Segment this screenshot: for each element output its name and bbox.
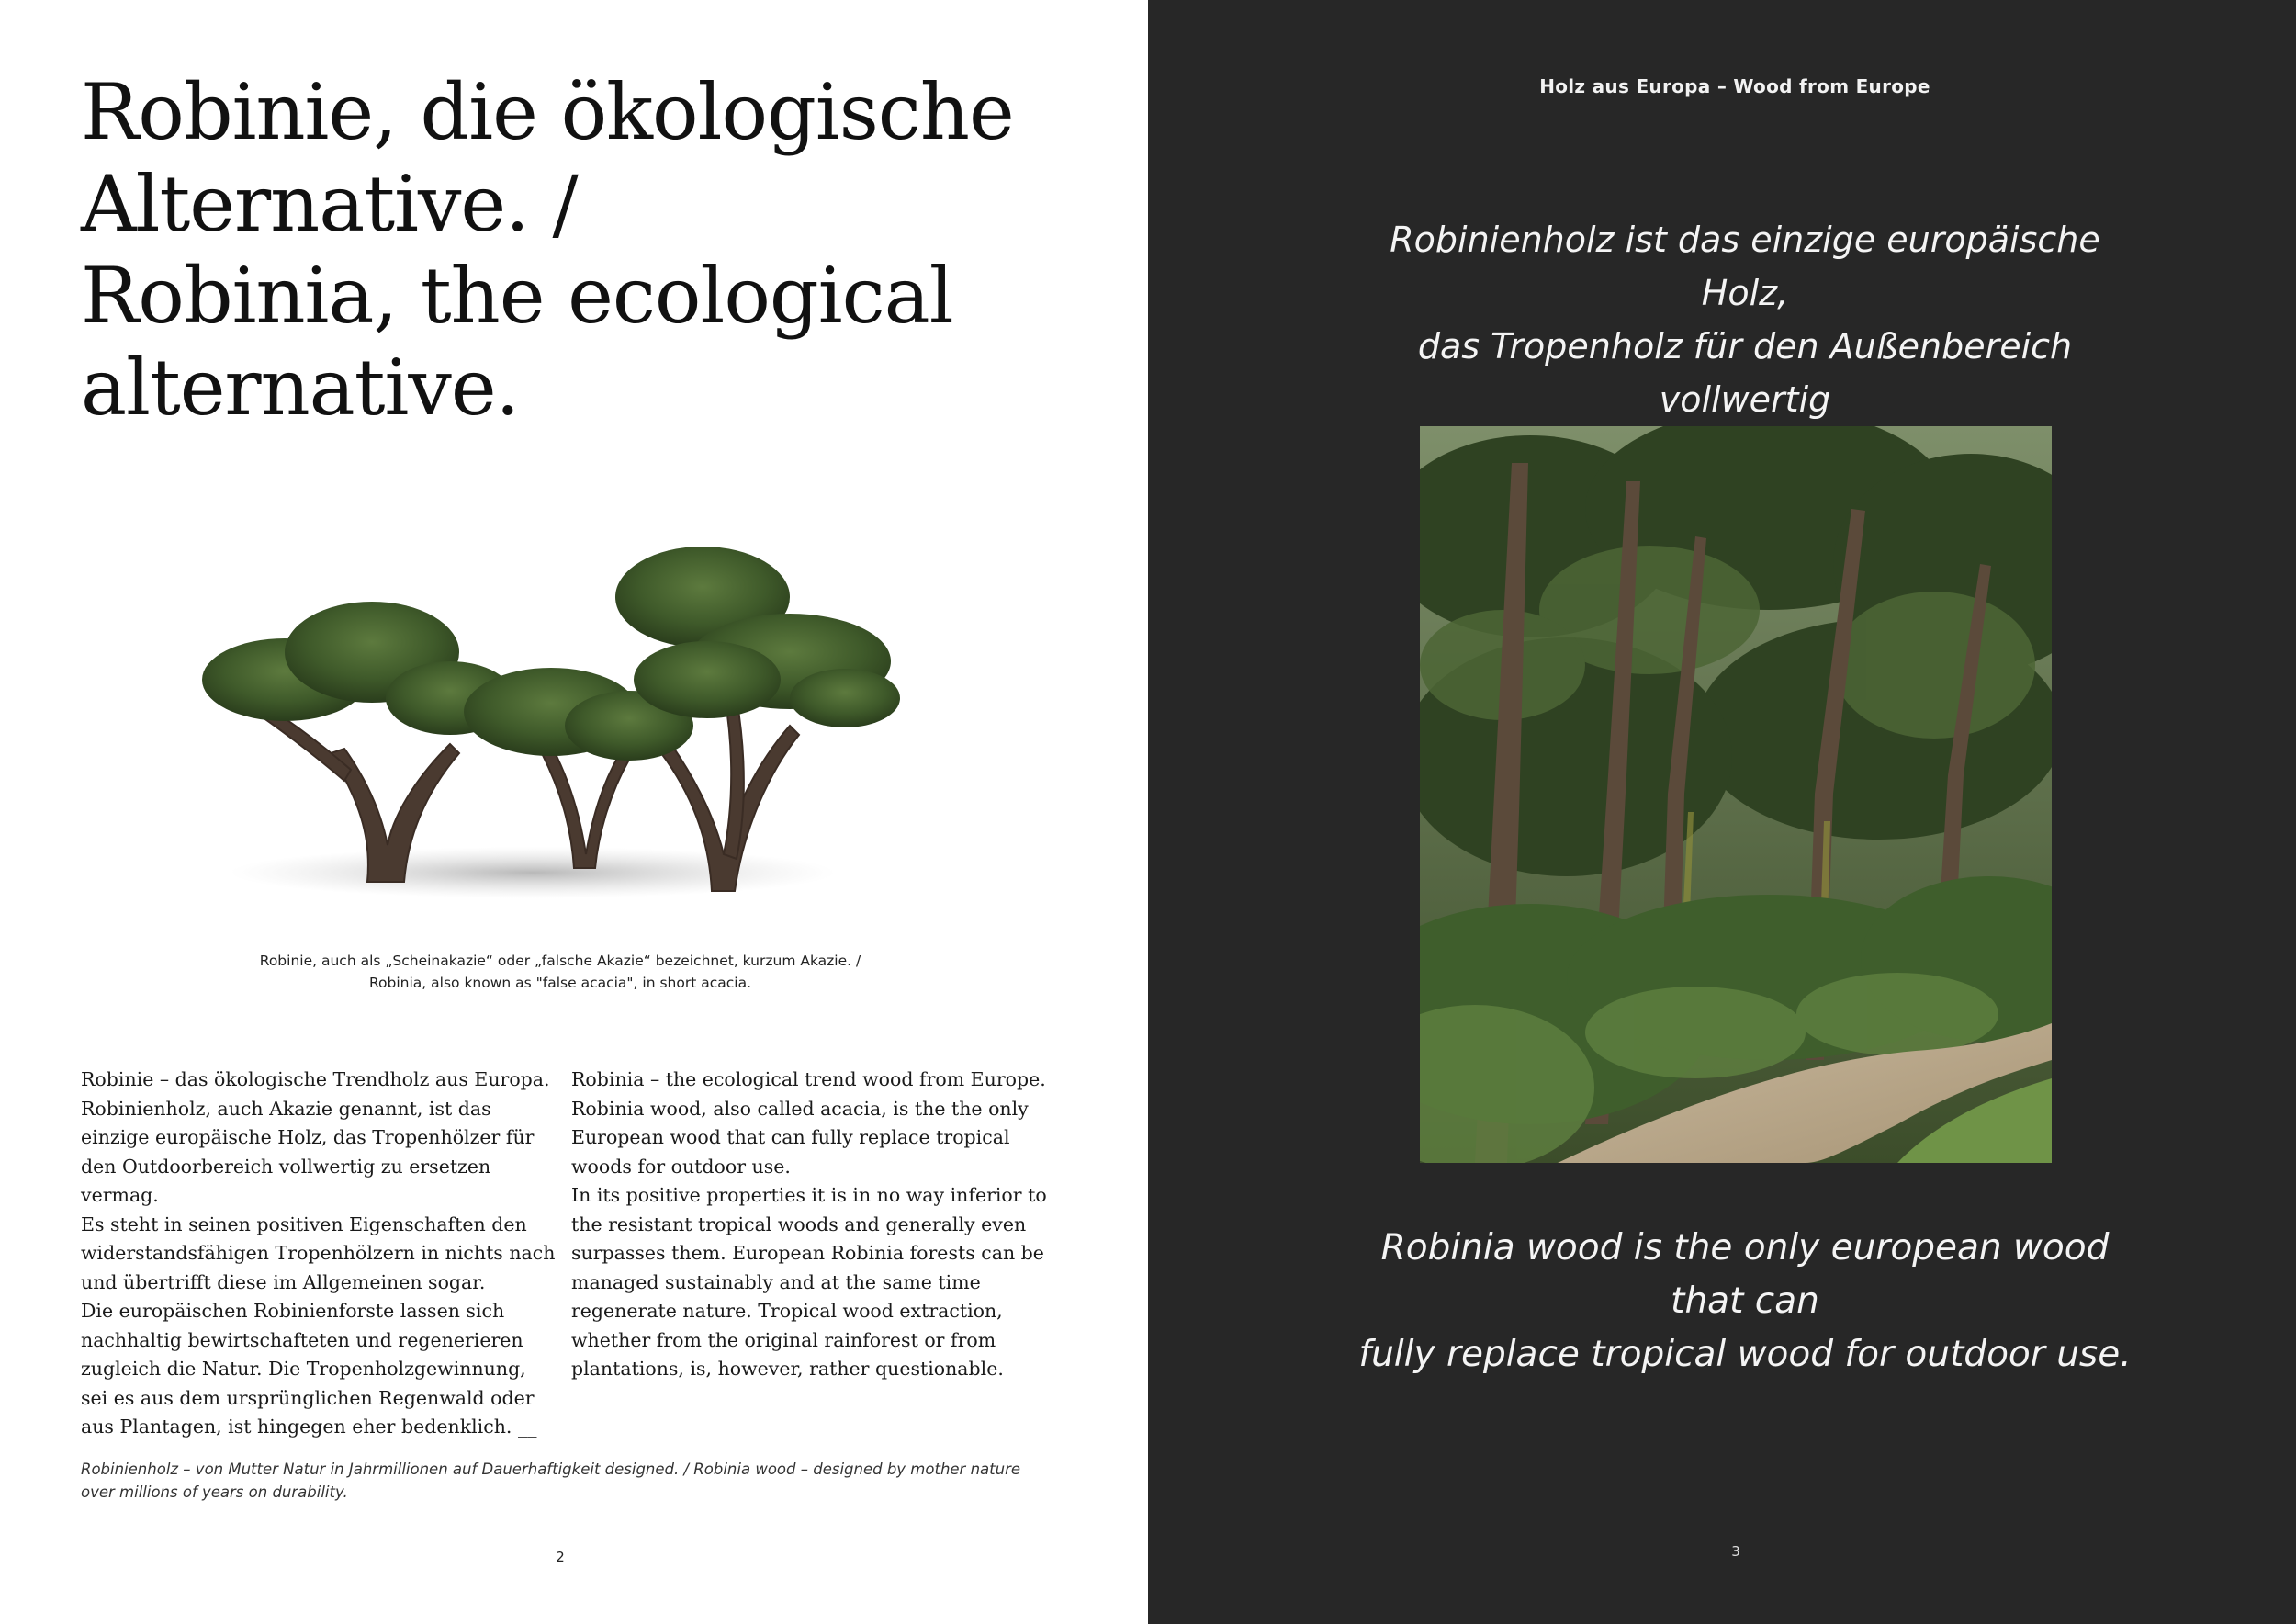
right-page [1148, 0, 2296, 1624]
headline-line-3: Robinia, the ecological [81, 251, 953, 341]
caption-line-en: Robinia, also known as "false acacia", in short acacia. [368, 975, 752, 991]
quote-de-line-1: Robinienholz ist das einzige europäische Holz, [1390, 220, 2100, 313]
quote-en-line-1: Robinia wood is the only european wood that can [1380, 1227, 2110, 1322]
forest-path-photo [1420, 426, 2052, 1163]
quote-de-line-2: das Tropenholz für den Außenbereich vollwertig [1417, 326, 2073, 420]
quote-english [1350, 1222, 2140, 1382]
headline-line-2: Alternative. / [81, 159, 578, 249]
headline-line-4: alternative. [81, 343, 520, 433]
quote-en-line-2: fully replace tropical wood for outdoor use. [1358, 1334, 2132, 1375]
caption-line-de: Robinie, auch als „Scheinakazie“ oder „falsche Akazie“ bezeichnet, kurzum Akazie. / [259, 953, 861, 969]
image-caption [184, 950, 937, 994]
headline-line-1: Robinie, die ökologische [81, 67, 1014, 157]
page-number-left: 2 [556, 1549, 565, 1565]
robinia-trees-illustration [147, 450, 937, 919]
page-number-right: 3 [1731, 1543, 1740, 1560]
running-header: Holz aus Europa – Wood from Europe [1539, 75, 1930, 97]
footnote: Robinienholz – von Mutter Natur in Jahrmillionen auf Dauerhaftigkeit designed. / Robinia wood – designed by mother nature over millions of years on durability. [81, 1460, 1021, 1501]
body-text-german: Robinie – das ökologische Trendholz aus Europa. Robinienholz, auch Akazie genannt, ist das einzige europäische Holz, das Tropenhölzer für den Outdoorbereich vollwertig zu ersetzen vermag. Es steht in seinen positiven Eigenschaften den widerstandsfähigen Tropenhölzern in nichts nach und übertrifft diese im Allgemeinen sogar. Die europäischen Robinienforste lassen sich nachhaltig bewirtschafteten und regenerieren zugleich die Natur. Die Tropenholzgewinnung, sei es aus dem ursprünglichen Regenwald oder aus Plantagen, ist hingegen eher bedenklich. __ [81, 1068, 556, 1438]
body-text-english: Robinia – the ecological trend wood from Europe. Robinia wood, also called acacia, is the the only European wood that can fully replace tropical woods for outdoor use. In its positive properties it is in no way inferior to the resistant tropical woods and generally even surpasses them. European Robinia forests can be managed sustainably and at the same time regenerate nature. Tropical wood extraction, whether from the original rainforest or from plantations, is, however, rather questionable. [571, 1068, 1047, 1380]
page-headline [81, 66, 1100, 434]
